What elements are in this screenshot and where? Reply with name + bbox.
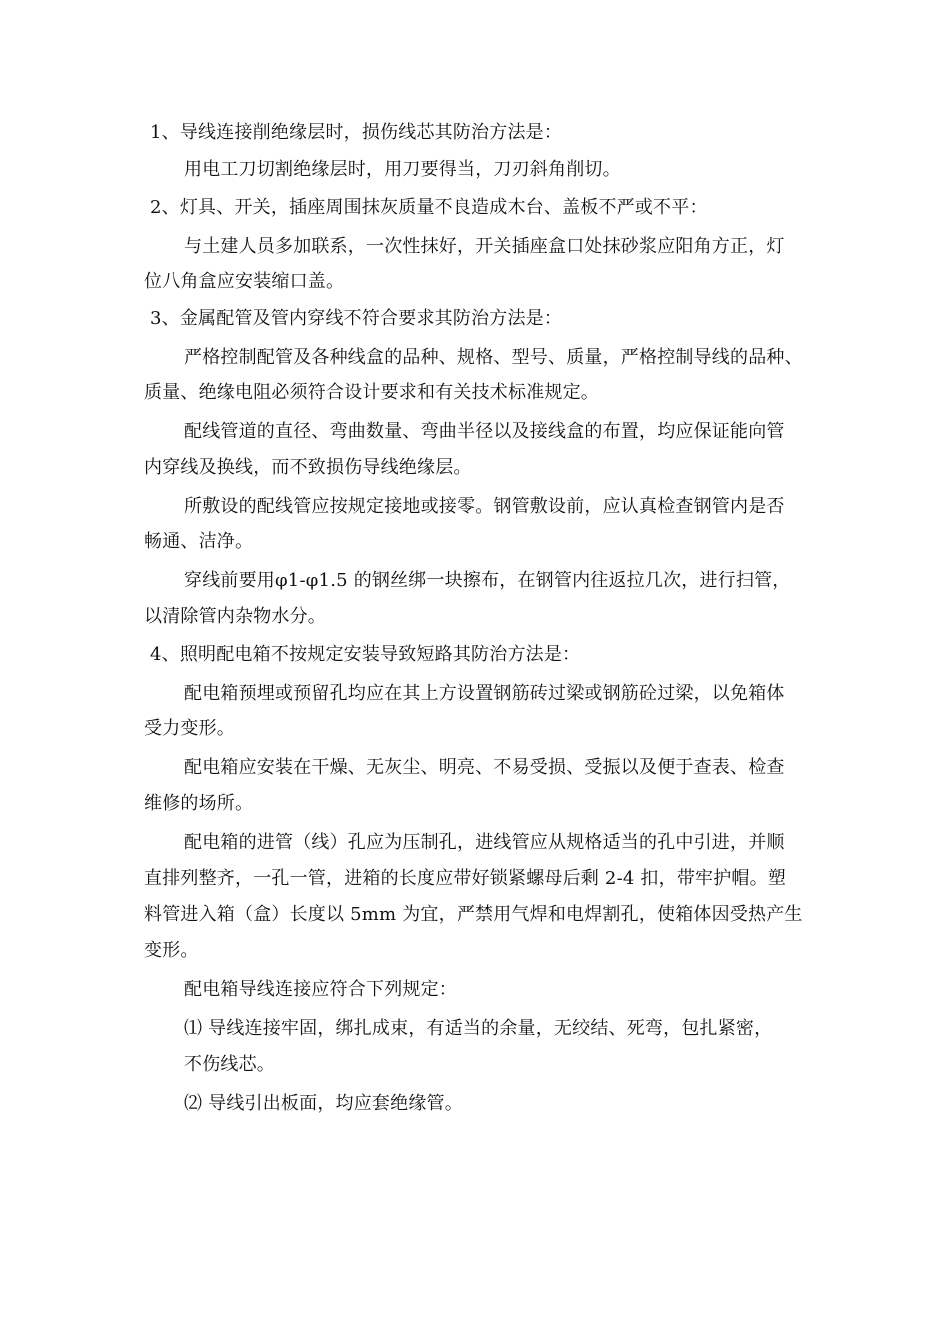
heading-2: 2、灯具、开关，插座周围抹灰质量不良造成木台、盖板不严或不平： [150,197,708,218]
paragraph-line: 所敷设的配线管应按规定接地或接零。钢管敷设前，应认真检查钢管内是否 [184,496,785,517]
paragraph-line: 质量、绝缘电阻必须符合设计要求和有关技术标准规定。 [144,382,599,403]
paragraph-line: 维修的场所。 [144,793,254,814]
heading-4: 4、照明配电箱不按规定安装导致短路其防治方法是： [150,644,581,665]
paragraph-line: 变形。 [144,940,199,961]
list-item-1: ⑴ 导线连接牢固，绑扎成束，有适当的余量，无绞结、死弯，包扎紧密， [184,1018,773,1039]
paragraph-line: 配线管道的直径、弯曲数量、弯曲半径以及接线盒的布置，均应保证能向管 [184,421,785,442]
list-item-1-continued: 不伤线芯。 [184,1054,275,1075]
paragraph-line: 配电箱预埋或预留孔均应在其上方设置钢筋砖过梁或钢筋砼过梁，以免箱体 [184,683,785,704]
heading-1: 1、导线连接削绝缘层时，损伤线芯其防治方法是： [150,122,563,143]
list-item-2: ⑵ 导线引出板面，均应套绝缘管。 [184,1093,463,1114]
paragraph-line: 与土建人员多加联系，一次性抹好，开关插座盒口处抹砂浆应阳角方正，灯 [184,236,785,257]
paragraph-line: 畅通、洁净。 [144,531,254,552]
paragraph-line: 穿线前要用φ1-φ1.5 的钢丝绑一块擦布，在钢管内往返拉几次，进行扫管， [184,570,791,591]
paragraph-line: 严格控制配管及各种线盒的品种、规格、型号、质量，严格控制导线的品种、 [184,347,803,368]
paragraph-line: 受力变形。 [144,718,235,739]
paragraph-line: 位八角盒应安装缩口盖。 [144,271,345,292]
paragraph-line: 直排列整齐，一孔一管，进箱的长度应带好锁紧螺母后剩 2-4 扣，带牢护帽。塑 [144,868,787,889]
paragraph-line: 配电箱导线连接应符合下列规定： [184,979,457,1000]
paragraph-line: 料管进入箱（盒）长度以 5mm 为宜，严禁用气焊和电焊割孔，使箱体因受热产生 [144,904,803,925]
paragraph-line: 配电箱的进管（线）孔应为压制孔，进线管应从规格适当的孔中引进，并顺 [184,832,785,853]
paragraph-line: 内穿线及换线，而不致损伤导线绝缘层。 [144,457,472,478]
paragraph-line: 以清除管内杂物水分。 [144,606,326,627]
heading-3: 3、金属配管及管内穿线不符合要求其防治方法是： [150,308,563,329]
paragraph-line: 配电箱应安装在干燥、无灰尘、明亮、不易受损、受振以及便于查表、检查 [184,757,785,778]
paragraph-line: 用电工刀切割绝缘层时，用刀要得当，刀刃斜角削切。 [184,159,621,180]
